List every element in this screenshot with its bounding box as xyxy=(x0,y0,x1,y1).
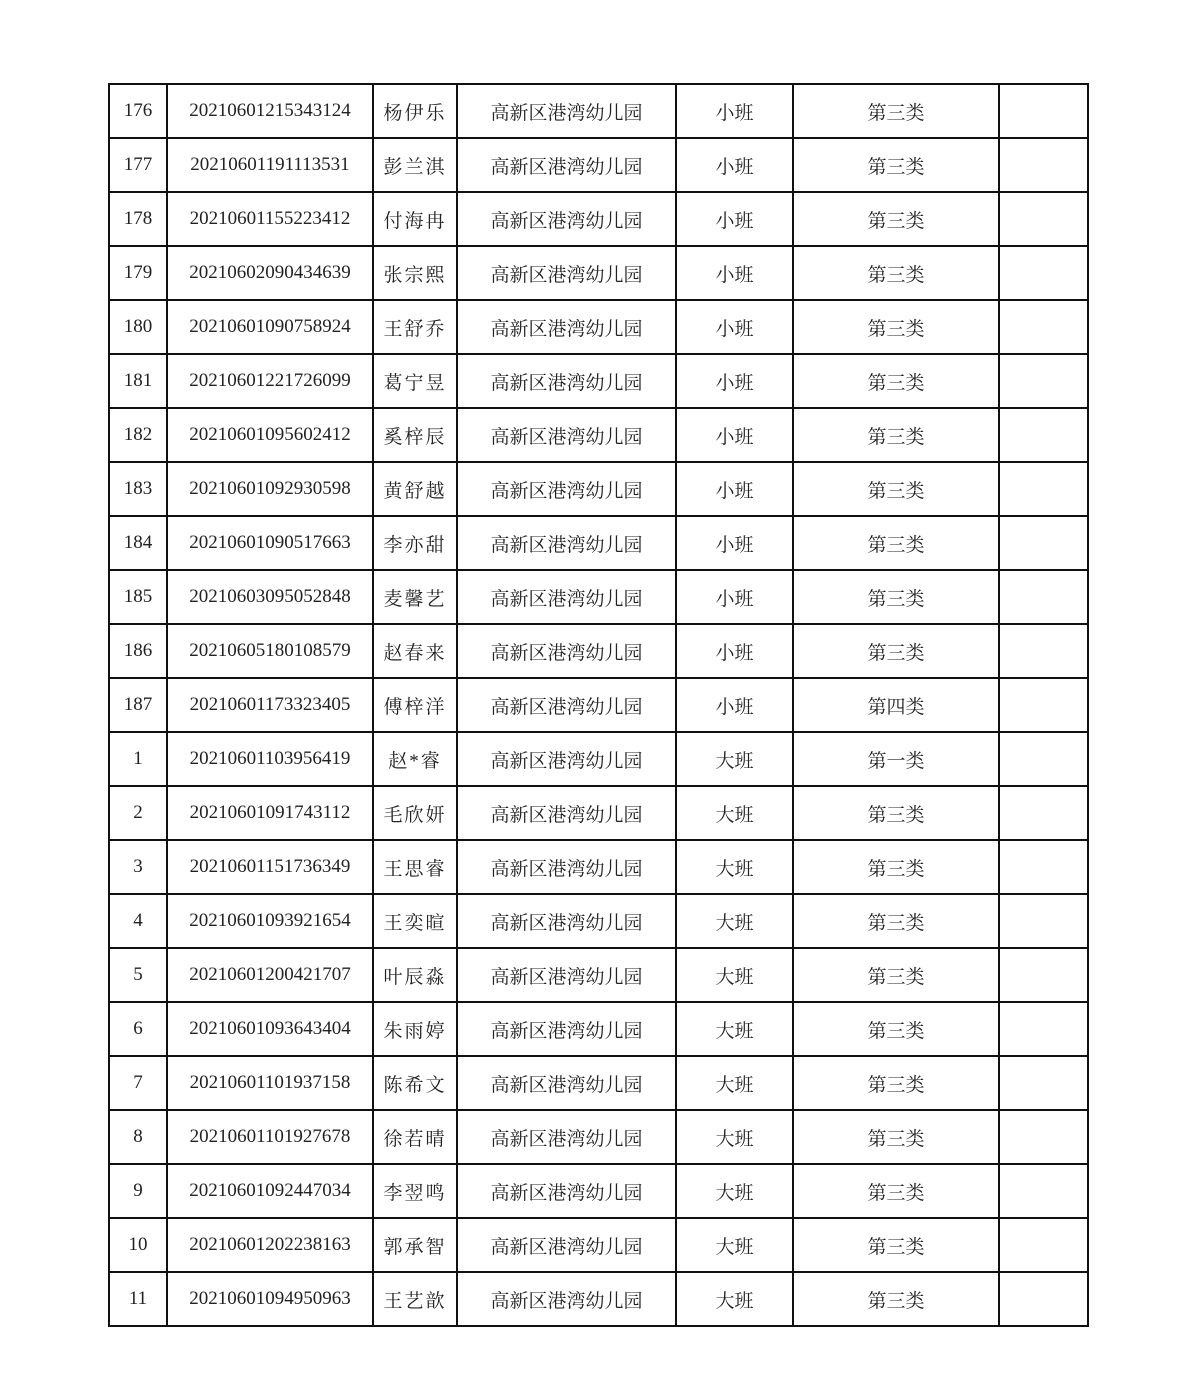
row-number-cell: 6 xyxy=(109,1002,167,1056)
remark-cell xyxy=(999,948,1088,1002)
application-id-cell: 20210601094950963 xyxy=(167,1272,373,1326)
remark-cell xyxy=(999,1110,1088,1164)
school-name-cell: 高新区港湾幼儿园 xyxy=(457,246,676,300)
school-name-cell: 高新区港湾幼儿园 xyxy=(457,786,676,840)
table-row xyxy=(109,1056,1088,1110)
row-number-cell: 182 xyxy=(109,408,167,462)
student-name-cell: 王思睿 xyxy=(373,840,457,894)
class-grade-cell: 大班 xyxy=(676,1056,793,1110)
remark-cell xyxy=(999,354,1088,408)
remark-cell xyxy=(999,246,1088,300)
application-id-cell: 20210601092447034 xyxy=(167,1164,373,1218)
row-number-cell: 184 xyxy=(109,516,167,570)
row-number-cell: 7 xyxy=(109,1056,167,1110)
table-row xyxy=(109,1110,1088,1164)
remark-cell xyxy=(999,1218,1088,1272)
category-cell: 第三类 xyxy=(793,948,999,1002)
table-row xyxy=(109,786,1088,840)
student-name-cell: 王奕暄 xyxy=(373,894,457,948)
class-grade-cell: 小班 xyxy=(676,516,793,570)
category-cell: 第四类 xyxy=(793,678,999,732)
class-grade-cell: 小班 xyxy=(676,138,793,192)
class-grade-cell: 大班 xyxy=(676,1164,793,1218)
school-name-cell: 高新区港湾幼儿园 xyxy=(457,462,676,516)
remark-cell xyxy=(999,84,1088,138)
student-name-cell: 奚梓辰 xyxy=(373,408,457,462)
remark-cell xyxy=(999,1272,1088,1326)
category-cell: 第三类 xyxy=(793,1110,999,1164)
row-number-cell: 176 xyxy=(109,84,167,138)
student-name-cell: 麦馨艺 xyxy=(373,570,457,624)
class-grade-cell: 大班 xyxy=(676,732,793,786)
school-name-cell: 高新区港湾幼儿园 xyxy=(457,1164,676,1218)
school-name-cell: 高新区港湾幼儿园 xyxy=(457,138,676,192)
school-name-cell: 高新区港湾幼儿园 xyxy=(457,354,676,408)
application-id-cell: 20210601101937158 xyxy=(167,1056,373,1110)
school-name-cell: 高新区港湾幼儿园 xyxy=(457,408,676,462)
student-name-cell: 徐若晴 xyxy=(373,1110,457,1164)
class-grade-cell: 大班 xyxy=(676,1002,793,1056)
table-row xyxy=(109,732,1088,786)
category-cell: 第三类 xyxy=(793,1164,999,1218)
table-row xyxy=(109,1218,1088,1272)
row-number-cell: 3 xyxy=(109,840,167,894)
application-id-cell: 20210601095602412 xyxy=(167,408,373,462)
school-name-cell: 高新区港湾幼儿园 xyxy=(457,192,676,246)
remark-cell xyxy=(999,192,1088,246)
class-grade-cell: 小班 xyxy=(676,246,793,300)
remark-cell xyxy=(999,786,1088,840)
application-id-cell: 20210601173323405 xyxy=(167,678,373,732)
class-grade-cell: 小班 xyxy=(676,192,793,246)
table-row xyxy=(109,570,1088,624)
student-name-cell: 彭兰淇 xyxy=(373,138,457,192)
category-cell: 第三类 xyxy=(793,840,999,894)
school-name-cell: 高新区港湾幼儿园 xyxy=(457,624,676,678)
application-id-cell: 20210602090434639 xyxy=(167,246,373,300)
category-cell: 第三类 xyxy=(793,1056,999,1110)
school-name-cell: 高新区港湾幼儿园 xyxy=(457,1272,676,1326)
student-name-cell: 郭承智 xyxy=(373,1218,457,1272)
remark-cell xyxy=(999,300,1088,354)
school-name-cell: 高新区港湾幼儿园 xyxy=(457,678,676,732)
remark-cell xyxy=(999,462,1088,516)
category-cell: 第三类 xyxy=(793,1002,999,1056)
student-name-cell: 赵*睿 xyxy=(373,732,457,786)
school-name-cell: 高新区港湾幼儿园 xyxy=(457,570,676,624)
application-id-cell: 20210601091743112 xyxy=(167,786,373,840)
application-id-cell: 20210601090758924 xyxy=(167,300,373,354)
school-name-cell: 高新区港湾幼儿园 xyxy=(457,84,676,138)
category-cell: 第三类 xyxy=(793,462,999,516)
table-row xyxy=(109,1164,1088,1218)
table-row xyxy=(109,840,1088,894)
remark-cell xyxy=(999,732,1088,786)
row-number-cell: 181 xyxy=(109,354,167,408)
school-name-cell: 高新区港湾幼儿园 xyxy=(457,1002,676,1056)
class-grade-cell: 小班 xyxy=(676,408,793,462)
school-name-cell: 高新区港湾幼儿园 xyxy=(457,516,676,570)
table-row xyxy=(109,408,1088,462)
row-number-cell: 180 xyxy=(109,300,167,354)
student-name-cell: 付海冉 xyxy=(373,192,457,246)
remark-cell xyxy=(999,840,1088,894)
student-name-cell: 李亦甜 xyxy=(373,516,457,570)
class-grade-cell: 大班 xyxy=(676,1110,793,1164)
remark-cell xyxy=(999,138,1088,192)
application-id-cell: 20210601215343124 xyxy=(167,84,373,138)
row-number-cell: 186 xyxy=(109,624,167,678)
class-grade-cell: 小班 xyxy=(676,84,793,138)
row-number-cell: 185 xyxy=(109,570,167,624)
table-row xyxy=(109,1272,1088,1326)
category-cell: 第三类 xyxy=(793,516,999,570)
student-name-cell: 张宗熙 xyxy=(373,246,457,300)
row-number-cell: 187 xyxy=(109,678,167,732)
row-number-cell: 178 xyxy=(109,192,167,246)
school-name-cell: 高新区港湾幼儿园 xyxy=(457,948,676,1002)
student-name-cell: 傅梓洋 xyxy=(373,678,457,732)
category-cell: 第三类 xyxy=(793,894,999,948)
table-row xyxy=(109,1002,1088,1056)
remark-cell xyxy=(999,408,1088,462)
remark-cell xyxy=(999,516,1088,570)
class-grade-cell: 大班 xyxy=(676,840,793,894)
table-row xyxy=(109,516,1088,570)
student-name-cell: 赵春来 xyxy=(373,624,457,678)
class-grade-cell: 小班 xyxy=(676,462,793,516)
application-id-cell: 20210601101927678 xyxy=(167,1110,373,1164)
class-grade-cell: 小班 xyxy=(676,300,793,354)
remark-cell xyxy=(999,894,1088,948)
category-cell: 第三类 xyxy=(793,246,999,300)
table-row xyxy=(109,246,1088,300)
row-number-cell: 1 xyxy=(109,732,167,786)
school-name-cell: 高新区港湾幼儿园 xyxy=(457,1218,676,1272)
table-row xyxy=(109,300,1088,354)
student-name-cell: 李翌鸣 xyxy=(373,1164,457,1218)
school-name-cell: 高新区港湾幼儿园 xyxy=(457,840,676,894)
row-number-cell: 5 xyxy=(109,948,167,1002)
enrollment-table xyxy=(108,83,1089,1327)
category-cell: 第三类 xyxy=(793,84,999,138)
remark-cell xyxy=(999,570,1088,624)
remark-cell xyxy=(999,1164,1088,1218)
remark-cell xyxy=(999,1056,1088,1110)
category-cell: 第三类 xyxy=(793,138,999,192)
school-name-cell: 高新区港湾幼儿园 xyxy=(457,732,676,786)
table-row xyxy=(109,894,1088,948)
student-name-cell: 叶辰淼 xyxy=(373,948,457,1002)
application-id-cell: 20210601202238163 xyxy=(167,1218,373,1272)
table-row xyxy=(109,192,1088,246)
class-grade-cell: 大班 xyxy=(676,894,793,948)
application-id-cell: 20210601200421707 xyxy=(167,948,373,1002)
table-row xyxy=(109,678,1088,732)
application-id-cell: 20210601090517663 xyxy=(167,516,373,570)
application-id-cell: 20210601092930598 xyxy=(167,462,373,516)
remark-cell xyxy=(999,1002,1088,1056)
student-name-cell: 黄舒越 xyxy=(373,462,457,516)
remark-cell xyxy=(999,678,1088,732)
student-name-cell: 王舒乔 xyxy=(373,300,457,354)
row-number-cell: 2 xyxy=(109,786,167,840)
application-id-cell: 20210601151736349 xyxy=(167,840,373,894)
table-row xyxy=(109,948,1088,1002)
row-number-cell: 9 xyxy=(109,1164,167,1218)
table-row xyxy=(109,138,1088,192)
category-cell: 第三类 xyxy=(793,624,999,678)
category-cell: 第三类 xyxy=(793,1218,999,1272)
category-cell: 第三类 xyxy=(793,300,999,354)
category-cell: 第三类 xyxy=(793,408,999,462)
application-id-cell: 20210605180108579 xyxy=(167,624,373,678)
application-id-cell: 20210601221726099 xyxy=(167,354,373,408)
student-name-cell: 王艺歆 xyxy=(373,1272,457,1326)
student-name-cell: 朱雨婷 xyxy=(373,1002,457,1056)
application-id-cell: 20210601103956419 xyxy=(167,732,373,786)
row-number-cell: 8 xyxy=(109,1110,167,1164)
application-id-cell: 20210601093643404 xyxy=(167,1002,373,1056)
category-cell: 第三类 xyxy=(793,1272,999,1326)
row-number-cell: 11 xyxy=(109,1272,167,1326)
class-grade-cell: 大班 xyxy=(676,948,793,1002)
student-name-cell: 葛宁昱 xyxy=(373,354,457,408)
class-grade-cell: 小班 xyxy=(676,570,793,624)
class-grade-cell: 小班 xyxy=(676,678,793,732)
application-id-cell: 20210601191113531 xyxy=(167,138,373,192)
application-id-cell: 20210603095052848 xyxy=(167,570,373,624)
school-name-cell: 高新区港湾幼儿园 xyxy=(457,1110,676,1164)
row-number-cell: 183 xyxy=(109,462,167,516)
table-row xyxy=(109,354,1088,408)
remark-cell xyxy=(999,624,1088,678)
category-cell: 第三类 xyxy=(793,570,999,624)
row-number-cell: 10 xyxy=(109,1218,167,1272)
student-name-cell: 陈希文 xyxy=(373,1056,457,1110)
school-name-cell: 高新区港湾幼儿园 xyxy=(457,300,676,354)
category-cell: 第一类 xyxy=(793,732,999,786)
row-number-cell: 4 xyxy=(109,894,167,948)
class-grade-cell: 大班 xyxy=(676,786,793,840)
application-id-cell: 20210601155223412 xyxy=(167,192,373,246)
school-name-cell: 高新区港湾幼儿园 xyxy=(457,1056,676,1110)
class-grade-cell: 小班 xyxy=(676,354,793,408)
student-name-cell: 杨伊乐 xyxy=(373,84,457,138)
category-cell: 第三类 xyxy=(793,192,999,246)
row-number-cell: 179 xyxy=(109,246,167,300)
class-grade-cell: 大班 xyxy=(676,1218,793,1272)
table-row xyxy=(109,624,1088,678)
category-cell: 第三类 xyxy=(793,786,999,840)
table-row xyxy=(109,462,1088,516)
school-name-cell: 高新区港湾幼儿园 xyxy=(457,894,676,948)
category-cell: 第三类 xyxy=(793,354,999,408)
table-row xyxy=(109,84,1088,138)
class-grade-cell: 大班 xyxy=(676,1272,793,1326)
class-grade-cell: 小班 xyxy=(676,624,793,678)
student-name-cell: 毛欣妍 xyxy=(373,786,457,840)
table-body xyxy=(109,84,1088,1326)
application-id-cell: 20210601093921654 xyxy=(167,894,373,948)
row-number-cell: 177 xyxy=(109,138,167,192)
